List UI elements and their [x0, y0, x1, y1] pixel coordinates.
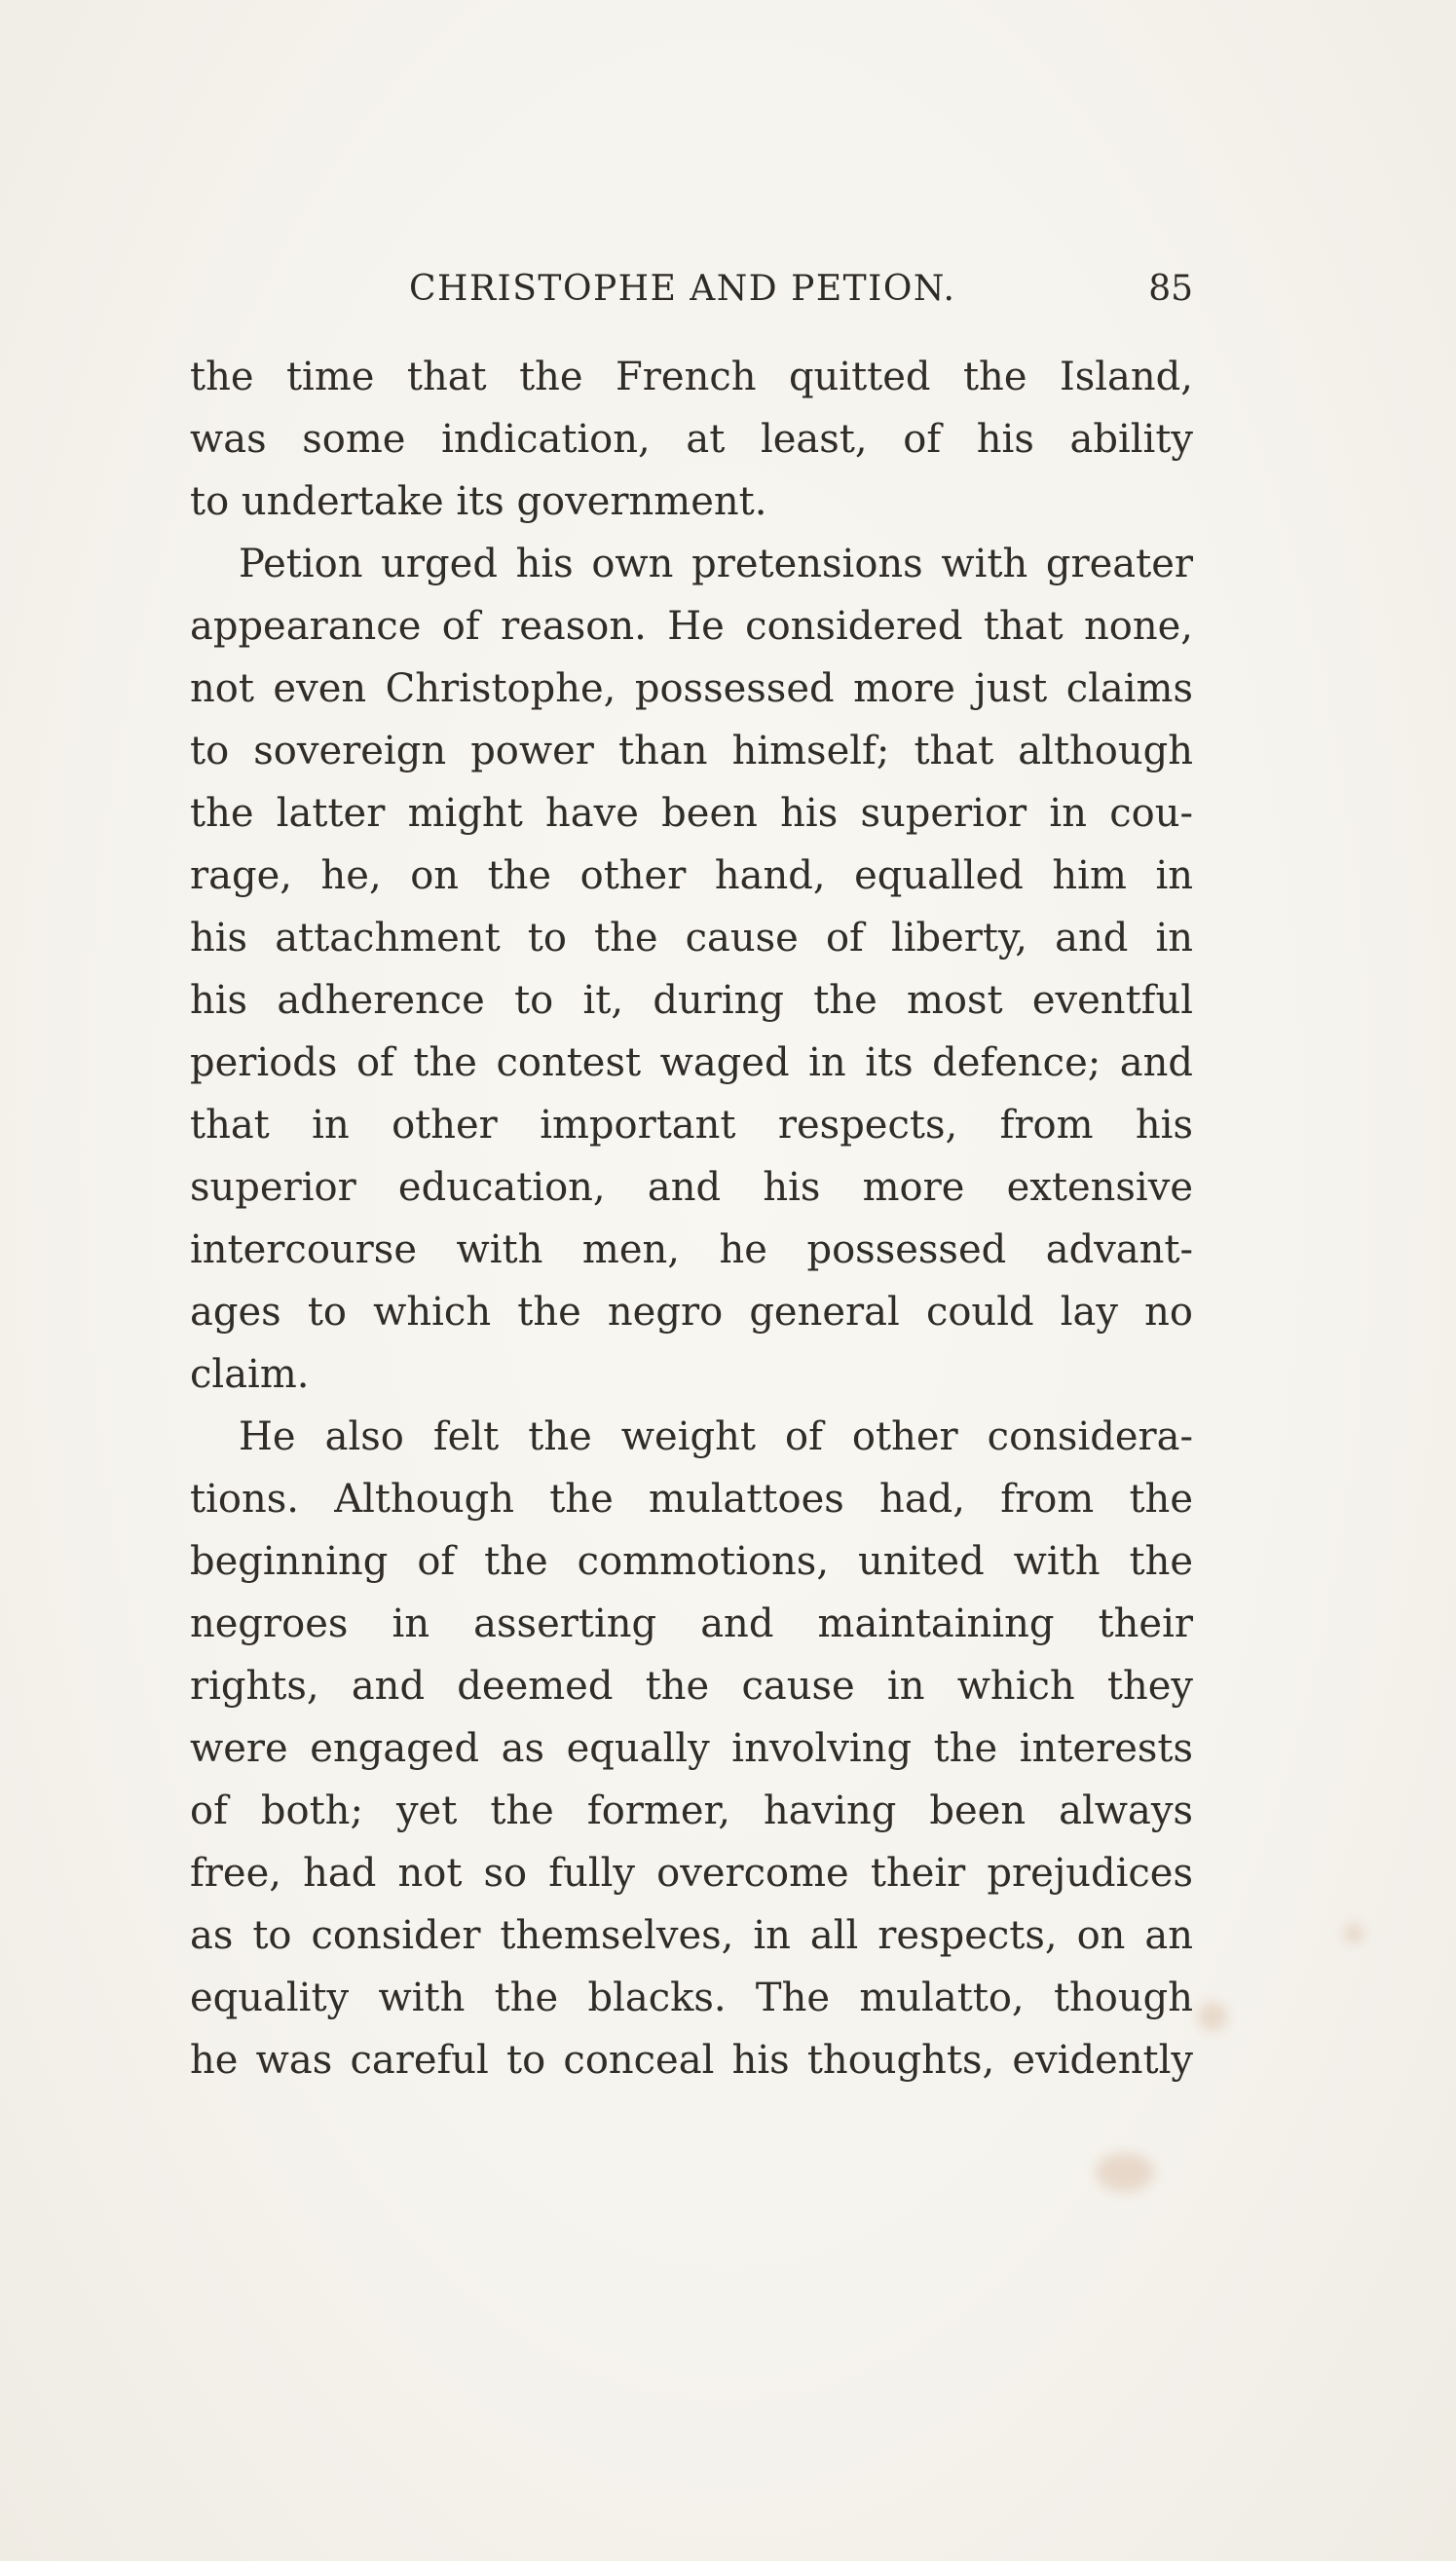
text-line: he was careful to conceal his thoughts, evidently [190, 2038, 1193, 2083]
text-line: the latter might have been his superior in cou- [190, 791, 1193, 836]
text-line: his adherence to it, during the most eventful [190, 978, 1193, 1023]
text-line: periods of the contest waged in its defence; and [190, 1040, 1193, 1085]
text-line: his attachment to the cause of liberty, and in [190, 916, 1193, 960]
text-line: rage, he, on the other hand, equalled him in [190, 853, 1193, 898]
paper-stain [1198, 2002, 1227, 2031]
page-header [190, 269, 1193, 318]
text-line: beginning of the commotions, united with the [190, 1539, 1193, 1584]
text-line: He also felt the weight of other considera- [239, 1414, 1193, 1459]
text-line: Petion urged his own pretensions with greater [239, 542, 1193, 586]
page-number: 85 [1148, 269, 1193, 309]
text-line: to sovereign power than himself; that although [190, 729, 1193, 773]
text-line: claim. [190, 1352, 310, 1397]
text-line: rights, and deemed the cause in which they [190, 1664, 1193, 1709]
text-line: tions. Although the mulattoes had, from the [190, 1477, 1193, 1522]
running-title: CHRISTOPHE AND PETION. [409, 269, 956, 309]
text-line: ages to which the negro general could lay no [190, 1290, 1193, 1335]
text-line: the time that the French quitted the Island, [190, 355, 1193, 399]
paper-stain [1344, 1924, 1363, 1943]
text-line: superior education, and his more extensive [190, 1165, 1193, 1210]
body-text [190, 346, 1193, 2091]
text-line: negroes in asserting and maintaining their [190, 1601, 1193, 1646]
text-line: appearance of reason. He considered that none, [190, 604, 1193, 649]
text-line: intercourse with men, he possessed advant- [190, 1227, 1193, 1272]
text-line: as to consider themselves, in all respects, on an [190, 1913, 1193, 1958]
text-line: were engaged as equally involving the interests [190, 1726, 1193, 1771]
text-line: was some indication, at least, of his ability [190, 417, 1193, 462]
text-line: equality with the blacks. The mulatto, though [190, 1976, 1193, 2020]
text-line: to undertake its government. [190, 479, 767, 524]
text-line: free, had not so fully overcome their prejudices [190, 1851, 1193, 1896]
text-line: of both; yet the former, having been always [190, 1789, 1193, 1833]
text-line: not even Christophe, possessed more just claims [190, 666, 1193, 711]
paper-stain [1096, 2153, 1154, 2192]
text-line: that in other important respects, from his [190, 1103, 1193, 1148]
